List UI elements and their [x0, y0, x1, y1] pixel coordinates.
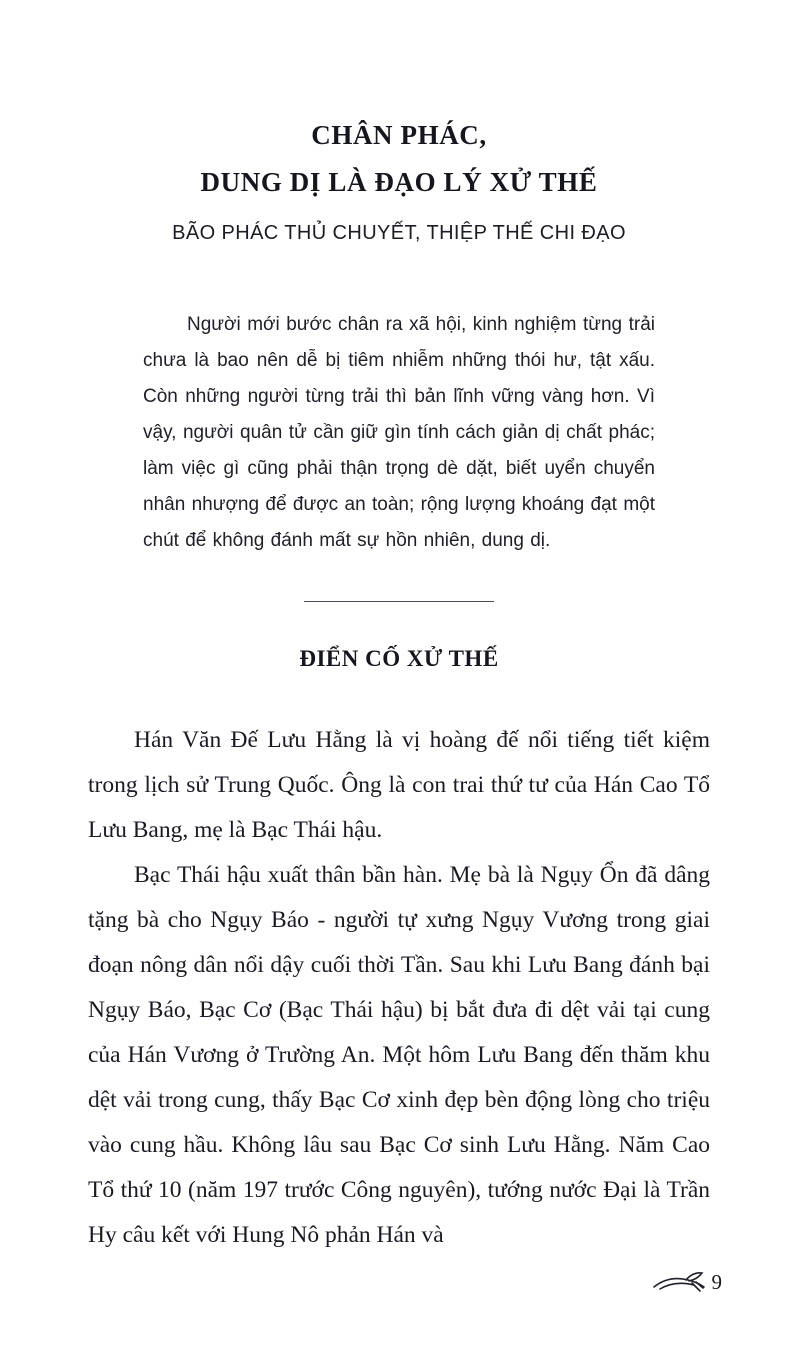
dragonfly-sketch-icon [650, 1269, 708, 1295]
chapter-title [88, 112, 710, 206]
body-text [88, 718, 710, 1258]
book-page [0, 112, 798, 1353]
intro-quote: Người mới bước chân ra xã hội, kinh nghiệm từng trải chưa là bao nên dễ bị tiêm nhiễm những thói hư, tật xấu. Còn những người từng trải thì bản lĩnh vững vàng hơn. Vì vậy, người quân tử cần giữ gìn tính cách giản dị chất phác; làm việc gì cũng phải thận trọng dè dặt, biết uyển chuyển nhân nhượng để được an toàn; rộng lượng khoáng đạt một chút để không đánh mất sự hồn nhiên, dung dị. [143, 314, 655, 551]
page-number: 9 [711, 1269, 722, 1294]
body-paragraph: Bạc Thái hậu xuất thân bần hàn. Mẹ bà là Ngụy Ổn đã dâng tặng bà cho Ngụy Báo - người tự xưng Ngụy Vương trong giai đoạn nông dân nổi dậy cuối thời Tần. Sau khi Lưu Bang đánh bại Ngụy Báo, Bạc Cơ (Bạc Thái hậu) bị bắt đưa đi dệt vải tại cung của Hán Vương ở Trường An. Một hôm Lưu Bang đến thăm khu dệt vải trong cung, thấy Bạc Cơ xinh đẹp bèn động lòng cho triệu vào cung hầu. Không lâu sau Bạc Cơ sinh Lưu Hằng. Năm Cao Tổ thứ 10 (năm 197 trước Công nguyên), tướng nước Đại là Trần Hy câu kết với Hung Nô phản Hán và [88, 862, 710, 1248]
page-footer [650, 1269, 723, 1295]
chapter-title-line1: CHÂN PHÁC, [311, 120, 487, 150]
chapter-title-line2: DUNG DỊ LÀ ĐẠO LÝ XỬ THẾ [200, 167, 598, 197]
section-divider [304, 601, 494, 602]
section-heading: ĐIỂN CỐ XỬ THẾ [299, 646, 499, 671]
body-paragraph: Hán Văn Đế Lưu Hằng là vị hoàng đế nổi tiếng tiết kiệm trong lịch sử Trung Quốc. Ông là con trai thứ tư của Hán Cao Tổ Lưu Bang, mẹ là Bạc Thái hậu. [88, 727, 710, 843]
chapter-subtitle: BÃO PHÁC THỦ CHUYẾT, THIỆP THẾ CHI ĐẠO [172, 222, 626, 244]
